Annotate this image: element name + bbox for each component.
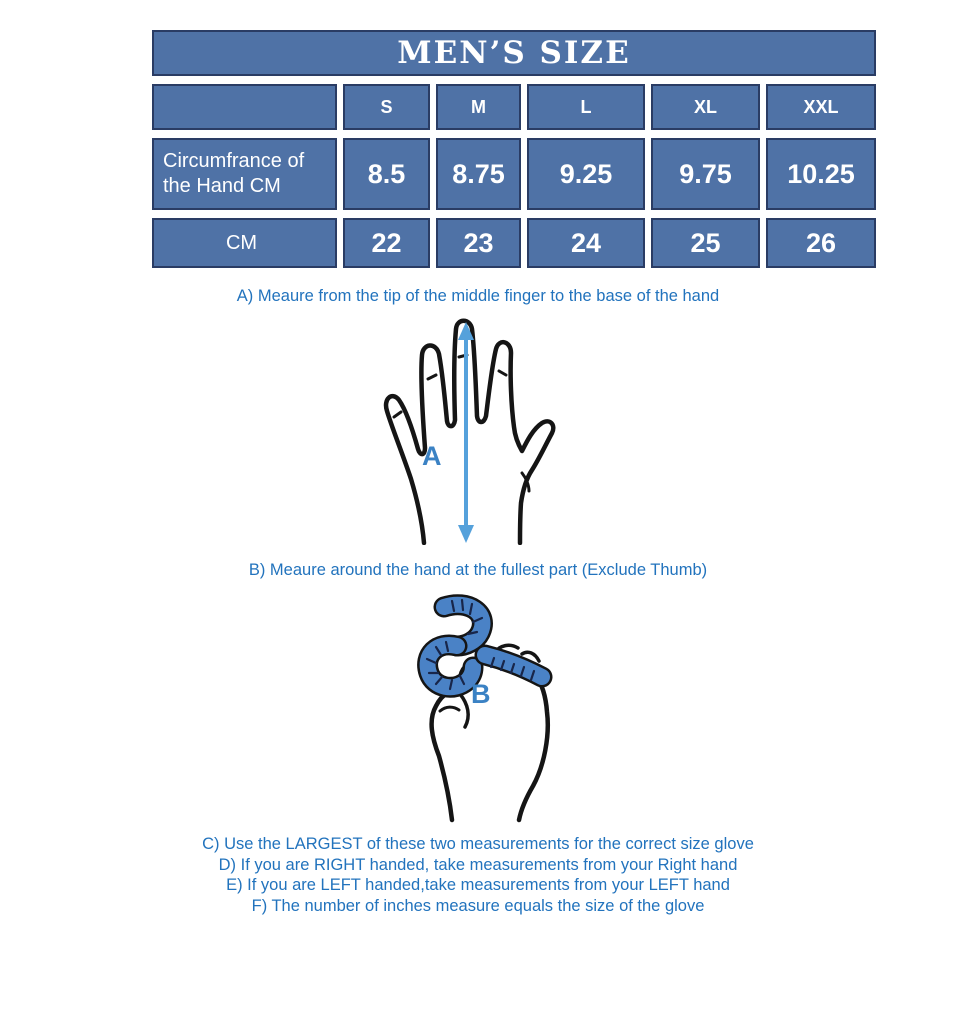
table-title: MEN’S SIZE: [152, 30, 876, 76]
circumference-value-xxl: 10.25: [766, 138, 876, 210]
cm-value-xl: 25: [651, 218, 760, 268]
instruction-c: C) Use the LARGEST of these two measurements for the correct size glove: [202, 835, 754, 853]
instruction-d: D) If you are RIGHT handed, take measurements from your Right hand: [218, 855, 738, 874]
circumference-value-s: 8.5: [343, 138, 430, 210]
cm-value-xxl: 26: [766, 218, 876, 268]
instruction-a: A) Meaure from the tip of the middle finger to the base of the hand: [236, 287, 720, 305]
size-header-xl: XL: [651, 84, 760, 130]
size-header-s: S: [343, 84, 430, 130]
instruction-b: B) Meaure around the hand at the fullest part (Exclude Thumb): [248, 561, 708, 579]
circumference-value-xl: 9.75: [651, 138, 760, 210]
diagram-a-letter: A: [422, 441, 442, 471]
cm-value-s: 22: [343, 218, 430, 268]
instruction-f: F) The number of inches measure equals the size of the glove: [251, 896, 705, 915]
instruction-e: E) If you are LEFT handed,take measurements from your LEFT hand: [226, 876, 730, 894]
size-chart-table: [152, 30, 876, 268]
fist-illustration: [394, 590, 569, 825]
size-header-l: L: [527, 84, 645, 130]
hand-circumference-diagram: [394, 590, 569, 825]
cm-value-m: 23: [436, 218, 521, 268]
circumference-value-l: 9.25: [527, 138, 645, 210]
cm-value-l: 24: [527, 218, 645, 268]
diagram-b-letter: B: [471, 679, 491, 709]
instructions-block: [0, 834, 956, 916]
table-corner-cell: [152, 84, 337, 130]
circumference-value-m: 8.75: [436, 138, 521, 210]
row-label-circumference: Circumfrance of the Hand CM: [152, 138, 337, 210]
hand-length-diagram: [372, 313, 562, 545]
row-label-cm: CM: [152, 218, 337, 268]
size-header-m: M: [436, 84, 521, 130]
size-header-xxl: XXL: [766, 84, 876, 130]
open-hand-illustration: [372, 313, 562, 545]
